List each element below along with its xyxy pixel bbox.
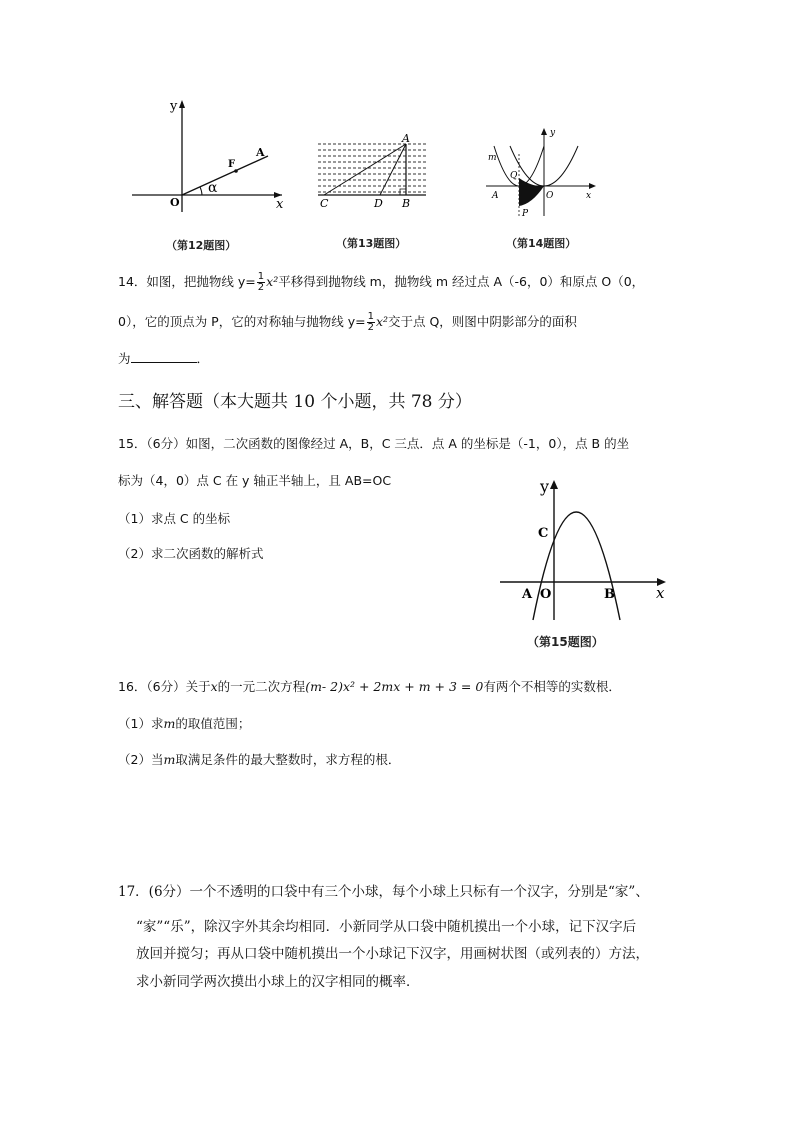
q16-equation: (m- 2)x² + 2mx + m + 3 = 0: [305, 679, 484, 694]
fig12-a-label: A: [256, 146, 265, 159]
fig14-y-label: y: [550, 128, 556, 138]
section-3-heading: 三、解答题（本大题共 10 个小题，共 78 分）: [118, 392, 472, 412]
fig12-y-label: y: [170, 99, 178, 114]
fig14-a-label: A: [492, 191, 499, 201]
fig15-a-label: A: [522, 587, 533, 602]
figure-14: [480, 124, 600, 220]
figure-15: [496, 474, 676, 624]
q15-line-1: 15．（6分）如图，二次函数的图像经过 A，B，C 三点．点 A 的坐标是（-1，0），点 B 的坐: [118, 436, 630, 451]
q17-line-2: “家”“乐”，除汉字外其余均相同．小新同学从口袋中随机摸出一个小球，记下汉字后: [136, 919, 637, 935]
fig13-d-label: D: [374, 197, 383, 210]
fig15-x-label: x: [656, 584, 665, 602]
fig14-p-label: P: [522, 209, 529, 219]
q14-fraction-2: $\frac{1}{2}$: [367, 311, 374, 333]
fig13-caption: （第13题图）: [336, 237, 407, 250]
q15-sub-2: （2）求二次函数的解析式: [118, 546, 264, 561]
q14-fraction-1: $\frac{1}{2}$: [257, 271, 265, 293]
fig12-alpha-label: α: [208, 180, 218, 196]
q17-line-3: 放回并搅匀；再从口袋中随机摸出一个小球记下汉字，用画树状图（或列表的）方法，: [136, 946, 649, 962]
fig15-c-label: C: [538, 526, 549, 541]
q14-line-1: 14．如图，把抛物线 y= $\frac{1}{2}$ x²平移得到抛物线 m，抛物线 m 经过点 A（-6，0）和原点 O（0，: [118, 271, 645, 293]
fig14-m-label: m: [488, 153, 497, 163]
fig13-b-label: B: [402, 197, 411, 210]
fig15-caption: （第15题图）: [527, 635, 604, 649]
fig12-x-label: x: [276, 197, 284, 212]
figure-13: [314, 130, 430, 210]
q14-line-3: 为 ．: [118, 351, 210, 366]
fig14-q-label: Q: [510, 171, 518, 181]
fig14-caption: （第14题图）: [506, 237, 577, 250]
q14-line-2: 0），它的顶点为 P，它的对称轴与抛物线 y= $\frac{1}{2}$ x²交于点 Q，则图中阴影部分的面积: [118, 311, 577, 333]
figure-12: [128, 96, 288, 216]
q15-sub-1: （1）求点 C 的坐标: [118, 511, 231, 526]
q17-line-1: 17．(6分）一个不透明的口袋中有三个小球，每个小球上只标有一个汉字，分别是“家”、: [118, 884, 649, 900]
q14-answer-blank[interactable]: [131, 350, 197, 363]
fig13-c-label: C: [320, 197, 329, 210]
q15-line-2: 标为（4，0）点 C 在 y 轴正半轴上，且 AB=OC: [118, 473, 392, 488]
q16-line-1: 16．（6分）关于x的一元二次方程(m- 2)x² + 2mx + m + 3 = 0有两个不相等的实数根．: [118, 679, 621, 694]
fig12-f-label: F: [228, 159, 236, 170]
fig15-b-label: B: [604, 587, 615, 602]
q16-sub-1: （1）求m的取值范围；: [118, 716, 251, 731]
fig15-y-label: y: [540, 477, 550, 496]
fig14-o-label: O: [546, 191, 554, 201]
q17-line-4: 求小新同学两次摸出小球上的汉字相同的概率．: [136, 974, 420, 990]
fig12-caption: （第12题图）: [166, 239, 237, 252]
q16-sub-2: （2）当m取满足条件的最大整数时，求方程的根．: [118, 752, 401, 767]
fig13-a-label: A: [402, 132, 410, 145]
fig15-o-label: O: [540, 587, 552, 602]
fig12-origin-label: O: [170, 196, 180, 209]
fig14-x-label: x: [586, 191, 592, 201]
